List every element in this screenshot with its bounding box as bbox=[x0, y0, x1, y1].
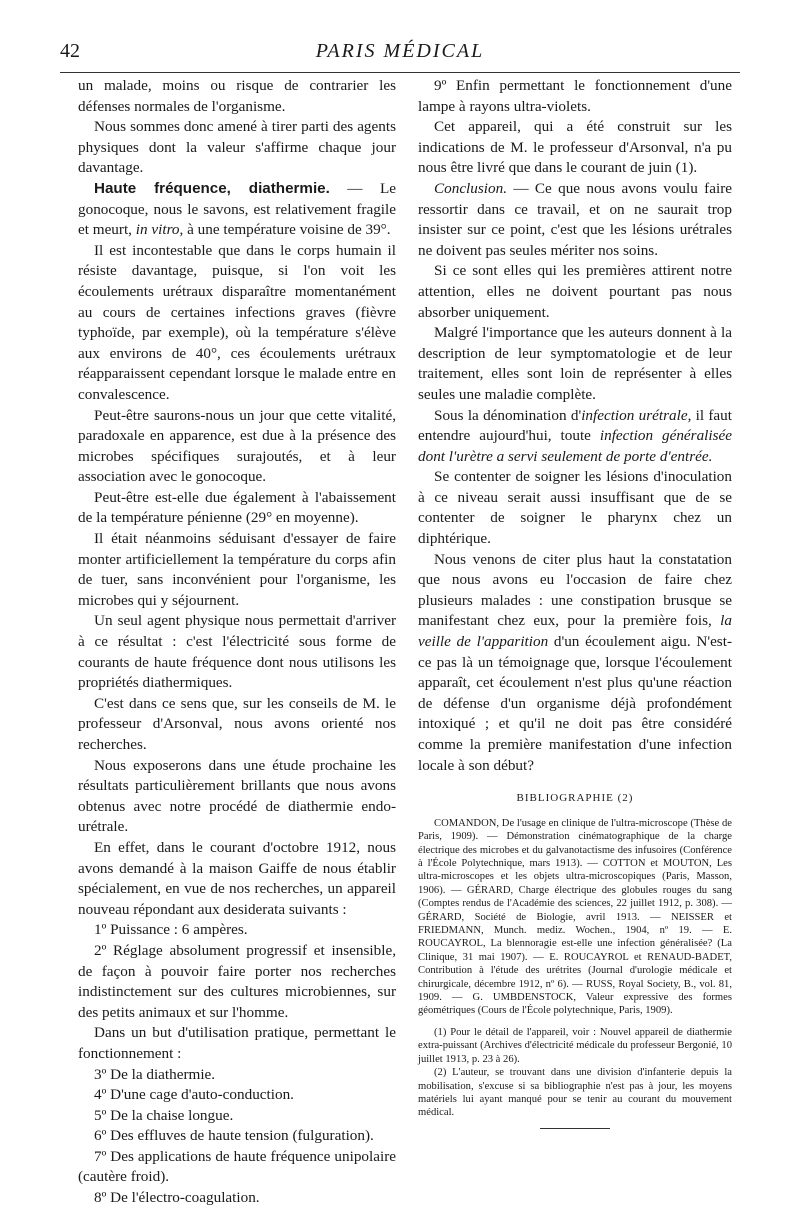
paragraph: un malade, moins ou risque de contrarier les défenses normales de l'organisme. bbox=[78, 77, 396, 115]
paragraph: Malgré l'importance que les auteurs donnent à la description de leur symptomatologie et de leur traitement, elles sont loin de représenter à elles seules une maladie complète. bbox=[418, 324, 732, 403]
paragraph bbox=[418, 550, 732, 777]
paragraph bbox=[418, 406, 732, 468]
list-item: 7º Des applications de haute fréquence unipolaire (cautère froid). bbox=[78, 1147, 396, 1186]
conclusion-heading: Conclusion. bbox=[434, 179, 507, 197]
italic-run: infection urétrale bbox=[581, 406, 688, 424]
paragraph: C'est dans ce sens que, sur les conseils de M. le professeur d'Arsonval, nous avons orienté nos recherches. bbox=[78, 694, 396, 753]
bibliography-title: BIBLIOGRAPHIE (2) bbox=[516, 792, 634, 805]
text-run: — Ce que nous avons voulu faire ressortir dans ce travail, et on ne saurait trop insister sur ce point, c'est que les lésions urétrales ne doivent pas seules mériter nos soins. bbox=[418, 179, 732, 259]
header-rule bbox=[60, 72, 740, 73]
journal-title: PARIS MÉDICAL bbox=[315, 40, 485, 62]
italic-run: infection généralisée dont l'urètre a servi seulement de porte d'entrée. bbox=[418, 427, 733, 465]
paragraph: Nous sommes donc amené à tirer parti des agents physiques dont la valeur s'affirme chaque jour davantage. bbox=[78, 118, 396, 177]
list-item: 2º Réglage absolument progressif et insensible, de façon à pouvoir faire porter nos recherches indistinctement sur des cultures microbiennes, sur des petits animaux et sur l'homme. bbox=[78, 941, 396, 1021]
paragraph: Nous exposerons dans une étude prochaine les résultats particulièrement brillants que nous avons obtenus avec notre procédé de diathermie endo-urétrale. bbox=[78, 756, 396, 836]
page-header bbox=[60, 40, 740, 70]
italic-run: la veille de l'apparition bbox=[418, 612, 732, 651]
paragraph: Si ce sont elles qui les premières attirent notre attention, elles ne doivent pourtant pas nous absorber uniquement. bbox=[418, 262, 732, 321]
list-item: 8º De l'électro-coagulation. bbox=[94, 1189, 260, 1207]
text-run: Sous la dénomination d' bbox=[434, 406, 582, 424]
paragraph: Un seul agent physique nous permettait d'arriver à ce résultat : c'est l'électricité sous forme de courants de haute fréquence dont nous utilisons les propriétés diathermiques. bbox=[78, 612, 396, 692]
section-heading: Haute fréquence, diathermie. bbox=[94, 179, 330, 197]
page-number: 42 bbox=[60, 40, 80, 62]
list-item: 6º Des effluves de haute tension (fulguration). bbox=[94, 1127, 374, 1145]
paragraph: Cet appareil, qui a été construit sur les indications de M. le professeur d'Arsonval, n'a pu nous être livré que dans le courant de juin (1). bbox=[418, 118, 732, 177]
paragraph: Peut-être saurons-nous un jour que cette vitalité, paradoxale en apparence, est due à la présence des microbes spécifiques surajoutés, et à leur association avec le gonocoque. bbox=[78, 406, 396, 486]
list-item: 1º Puissance : 6 ampères. bbox=[94, 921, 248, 939]
footnote-2: (2) L'auteur, se trouvant dans une division d'infanterie depuis la mobilisation, s'excuse si sa bibliographie n'est pas à jour, les moyens matériels lui ayant manqué pour se tenir au courant du mouvement médical. bbox=[418, 1067, 732, 1119]
paragraph: Se contenter de soigner les lésions d'inoculation à ce niveau serait aussi insuffisant que de se contenter de soigner le pharynx chez un diphtérique. bbox=[418, 468, 732, 548]
paragraph-conclusion bbox=[418, 179, 732, 261]
paragraph: En effet, dans le courant d'octobre 1912, nous avons demandé à la maison Gaiffe de nous établir spécialement, en vue de nos recherches, un appareil nouveau répondant aux desiderata suivants : bbox=[78, 838, 396, 918]
list-item: 3º De la diathermie. bbox=[94, 1065, 216, 1083]
list-item: 4º D'une cage d'auto-conduction. bbox=[94, 1086, 294, 1104]
paragraph: Il était néanmoins séduisant d'essayer de faire monter artificiellement la température du corps afin de tuer, sans inconvénient pour l'organisme, les microbes qui y séjournent. bbox=[78, 530, 396, 609]
paragraph: Il est incontestable que dans le corps humain il résiste davantage, puisque, si l'on voit les écoulements urétraux disparaître momentanément au cours de certaines infections graves (fièvre typhoïde, par exemple), où la température s'élève aux environs de 40°, ces écoulements urétraux réapparaissent cependant lorsque le malade entre en convalescence. bbox=[78, 241, 396, 403]
footnotes bbox=[418, 1026, 732, 1120]
left-column bbox=[78, 76, 396, 1209]
end-rule bbox=[540, 1128, 610, 1129]
paragraph: Dans un but d'utilisation pratique, permettant le fonctionnement : bbox=[78, 1024, 396, 1062]
text-run: Nous venons de citer plus haut la constatation que nous avons eu l'occasion de faire chez plusieurs malades : une constipation brusque se manifestant chez eux, pour la première fois, bbox=[418, 550, 732, 630]
text-run: — Le gonocoque, nous le savons, est relativement fragile et meurt, bbox=[78, 179, 396, 239]
footnote-1: (1) Pour le détail de l'appareil, voir : Nouvel appareil de diathermie extra-puissant (Archives d'électricité médicale du professeur Bergonié, 10 juillet 1913, p. 23 à 26). bbox=[418, 1026, 732, 1065]
paragraph-haute-frequence bbox=[78, 179, 396, 241]
text-run: , à une température voisine de 39°. bbox=[179, 221, 391, 239]
text-run: d'un écoulement aigu. N'est-ce pas là un témoignage que, lorsque l'écoulement apparaît, cet écoulement n'est plus qu'une réaction de défense d'un organisme déjà profondément intoxiqué ; et qu'il ne doit pas être considéré comme la première manifestation d'une infection locale à son début? bbox=[418, 633, 732, 774]
list-item: 5º De la chaise longue. bbox=[94, 1106, 234, 1124]
bibliography-text: COMANDON, De l'usage en clinique de l'ultra-microscope (Thèse de Paris, 1909). — Démonstration cinématographique de la charge électrique des microbes et du galvanotactisme des infusoires (Conférence à l'École Polytechnique, mars 1913). — COTTON et MOUTON, Les ultra-microscopes et les objets ultra-microscopiques (Paris, Masson, 1906). — GÉRARD, Charge électrique des globules rouges du sang (Comptes rendus de l'Académie des sciences, 22 juillet 1912, p. 308). — GÉRARD, Société de Biologie, avril 1913. — NEISSER et FRIEDMANN, Munch. mediz. Wochen., 1904, nº 19. — E. ROUCAYROL, La blennoragie est-elle une infection généralisée? (La Clinique, 31 mai 1907). — E. ROUCAYROL et RENAUD-BADET, Contribution à l'étude des urétrites (Journal d'urologie médicale et chirurgicale, décembre 1912, nº 6). — RUSS, Royal Society, B., vol. 81, 1909. — G. UMBDENSTOCK, Valeur expressive des formes géométriques (Cours de l'École polytechnique, Paris, 1909). bbox=[418, 817, 732, 1017]
text-run: , il faut entendre aujourd'hui, toute bbox=[418, 406, 732, 445]
italic-run: in vitro bbox=[135, 221, 180, 239]
paragraph: Peut-être est-elle due également à l'abaissement de la température pénienne (29° en moyenne). bbox=[78, 488, 396, 527]
list-item: 9º Enfin permettant le fonctionnement d'une lampe à rayons ultra-violets. bbox=[418, 77, 732, 115]
right-column bbox=[418, 76, 732, 1129]
